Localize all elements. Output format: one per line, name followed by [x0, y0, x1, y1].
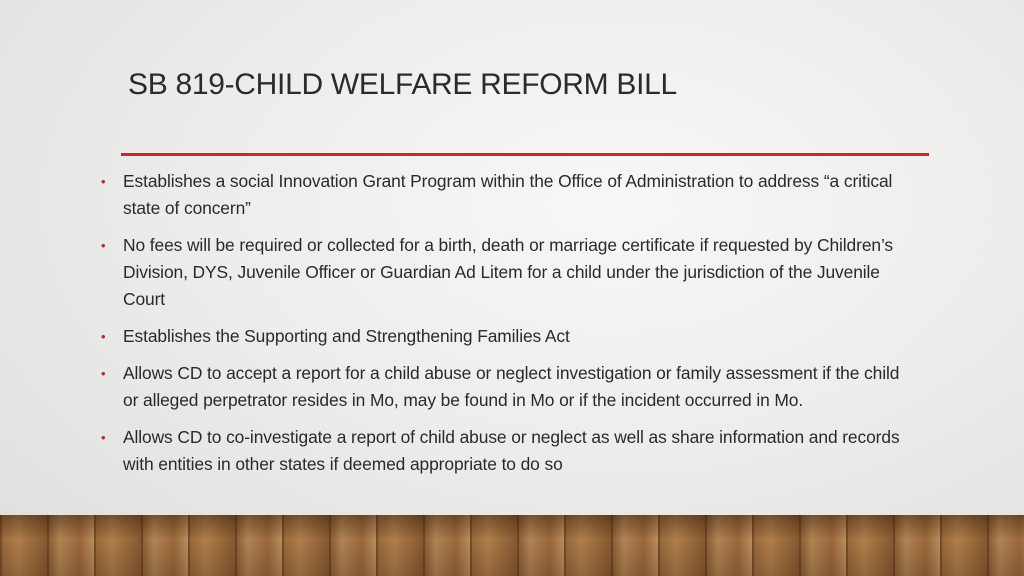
bullet-item [100, 232, 915, 313]
bullet-dot-icon: • [101, 174, 106, 189]
bullet-dot-icon: • [101, 329, 106, 344]
bullet-dot-icon: • [101, 430, 106, 445]
bullet-dot-icon: • [101, 238, 106, 253]
bullet-text: Allows CD to accept a report for a child abuse or neglect investigation or family assessment if the child or alleged perpetrator resides in Mo, may be found in Mo or if the incident occurred in Mo. [123, 363, 900, 410]
bullet-text: Allows CD to co-investigate a report of child abuse or neglect as well as share information and records with entities in other states if deemed appropriate to do so [123, 427, 900, 474]
bullet-text: Establishes the Supporting and Strengthening Families Act [123, 326, 570, 346]
bullet-item [100, 360, 915, 414]
bullet-dot-icon: • [101, 366, 106, 381]
bullet-list [100, 168, 915, 488]
bullet-item [100, 168, 915, 222]
bullet-text: No fees will be required or collected for a birth, death or marriage certificate if requested by Children’s Division, DYS, Juvenile Officer or Guardian Ad Litem for a child under the jurisdiction of the Juvenile Court [123, 235, 894, 309]
slide-title: SB 819-CHILD WELFARE REFORM BILL [128, 68, 677, 101]
wood-floor-background [0, 515, 1024, 576]
title-underline-rule [121, 153, 929, 156]
bullet-text: Establishes a social Innovation Grant Program within the Office of Administration to address “a critical state of concern” [123, 171, 893, 218]
bullet-item [100, 323, 915, 350]
floor-shadow [0, 515, 1024, 576]
bullet-item [100, 424, 915, 478]
